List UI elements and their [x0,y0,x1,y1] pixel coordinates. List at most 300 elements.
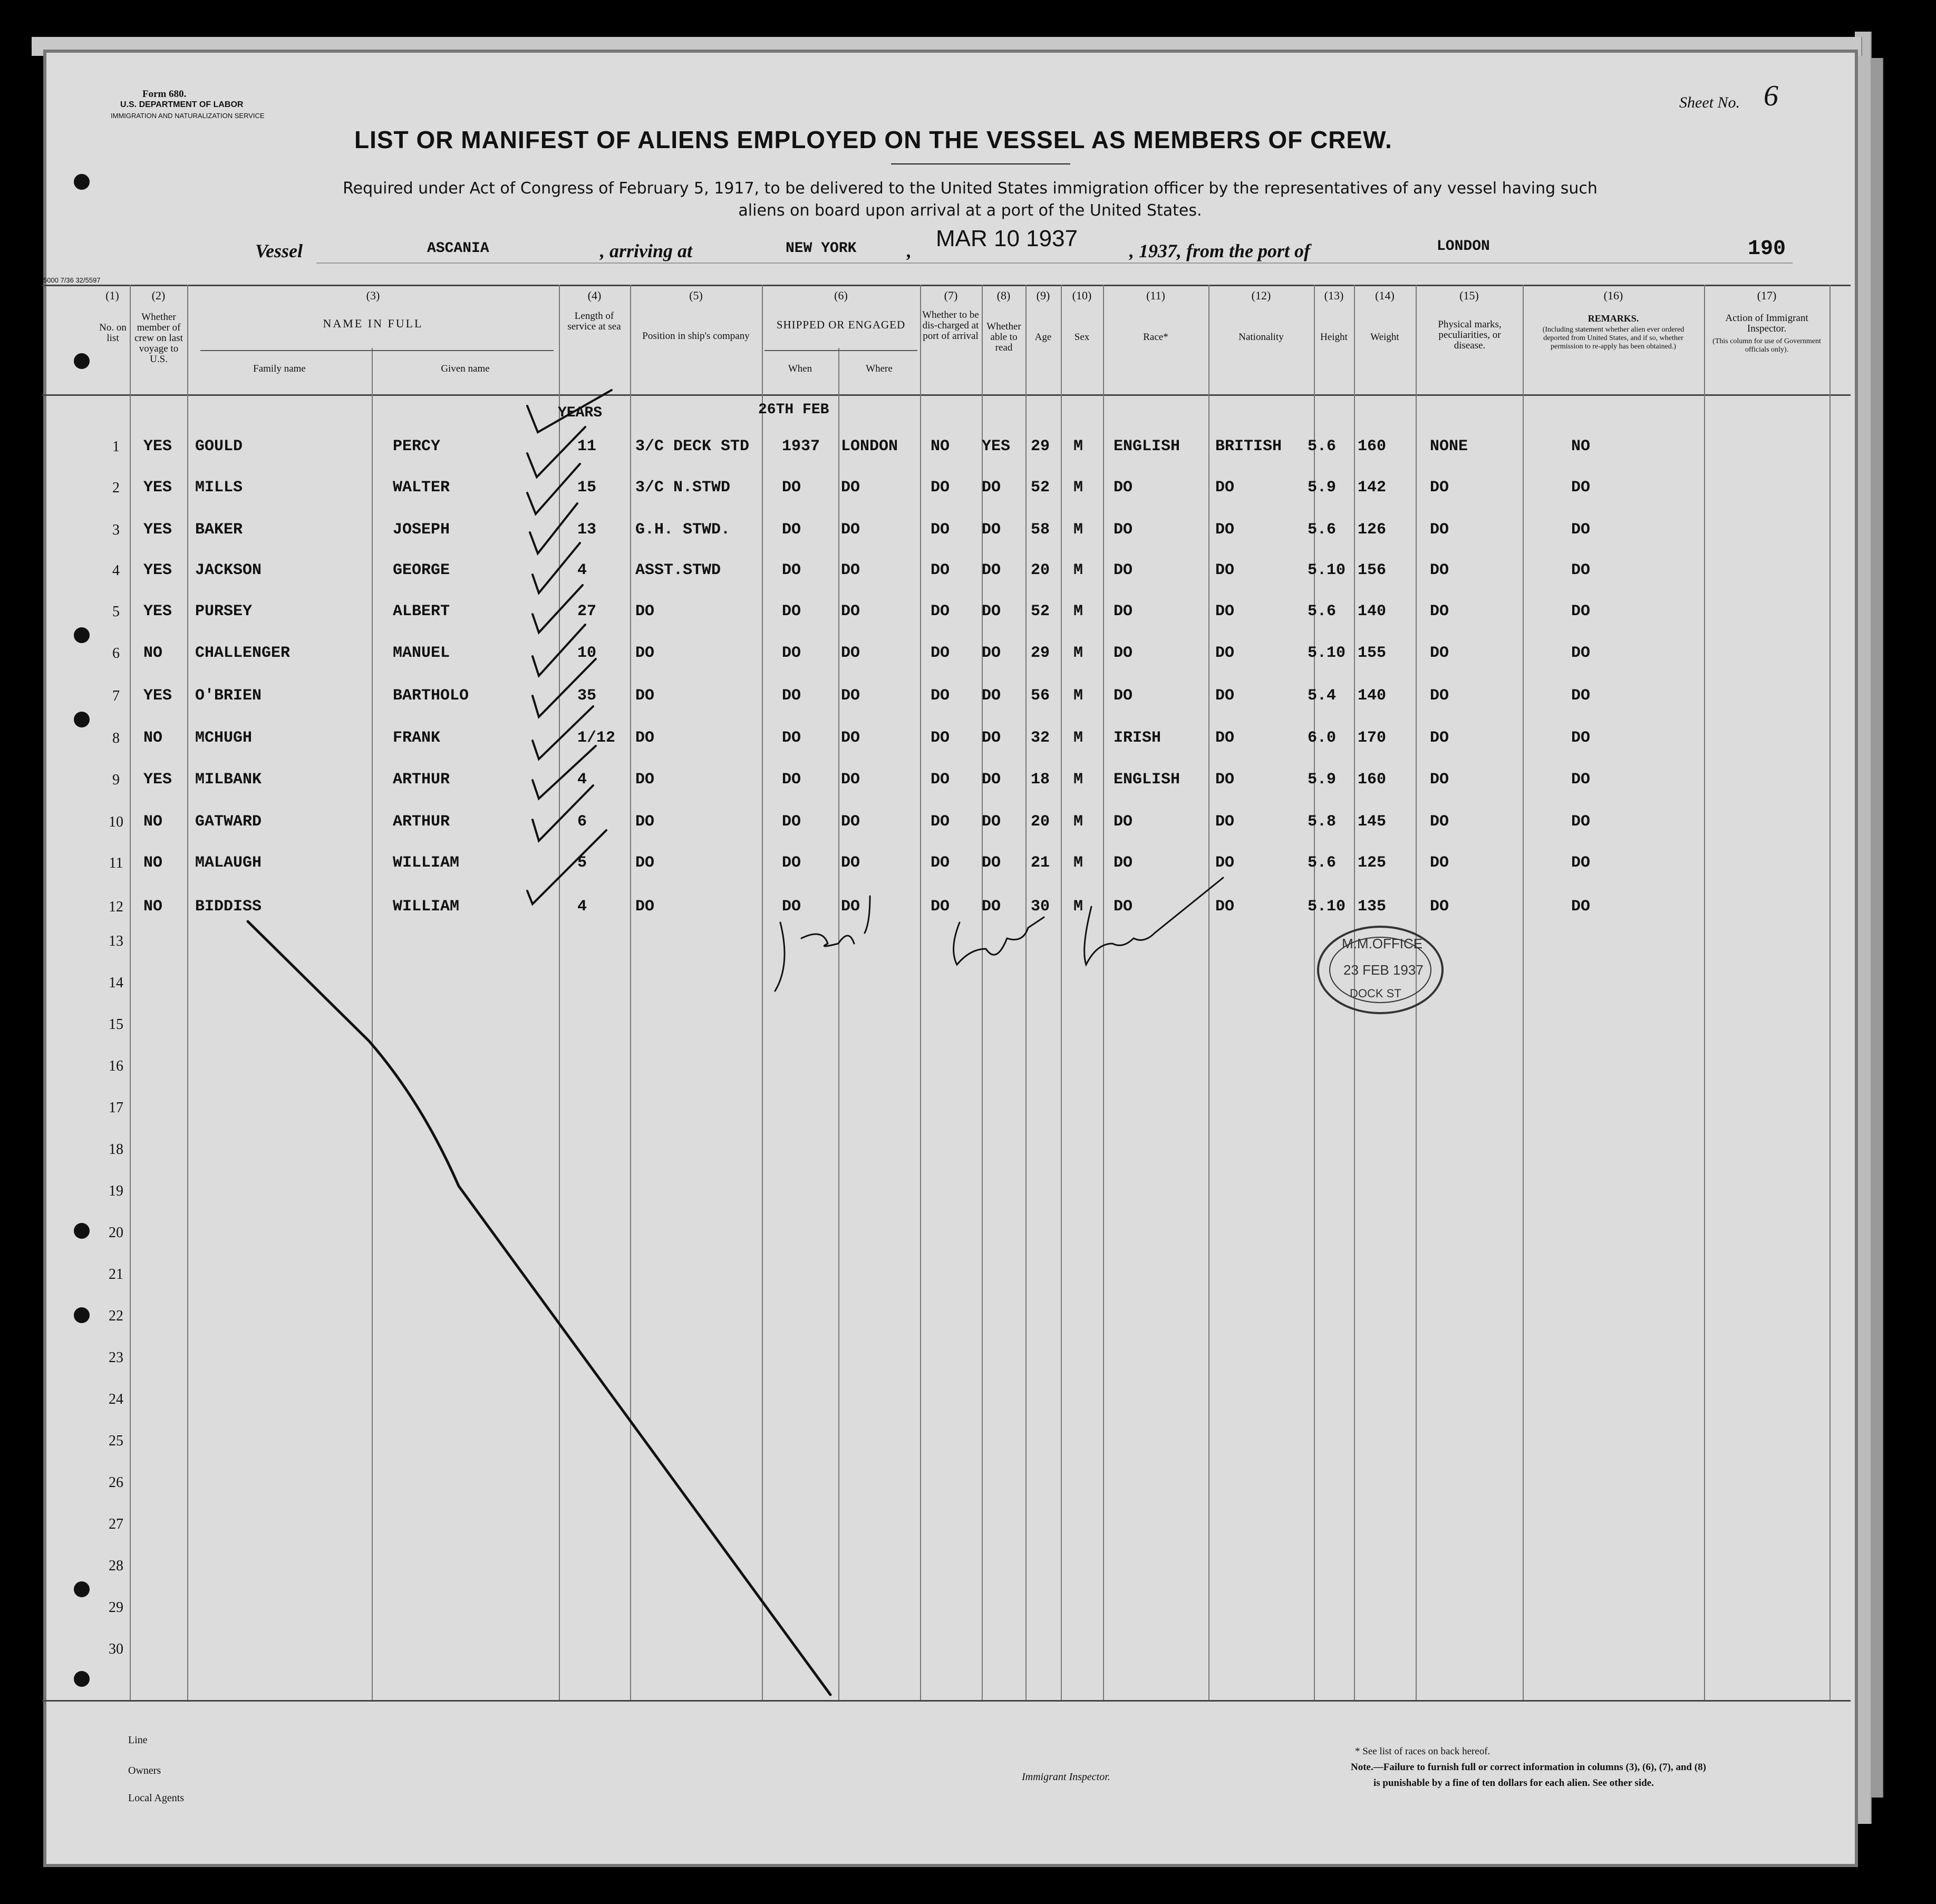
cell-nationality: DO [1215,561,1235,579]
cell-sex: M [1073,854,1083,872]
cell-discharge: DO [931,854,950,872]
cell-family: MCHUGH [195,729,253,747]
cell-position: DO [635,898,655,916]
cell-where: DO [841,687,860,705]
cell-given: GEORGE [393,561,450,579]
cell-marks: DO [1430,771,1449,789]
cell-family: BAKER [195,521,243,539]
row-number: 26 [109,1474,123,1491]
cell-service: 10 [577,644,597,662]
shipped-date-annotation: 26TH FEB [758,402,829,418]
sheet-number: 6 [1764,80,1778,112]
cell-remarks: DO [1571,479,1591,497]
cell-height: 5.6 [1308,854,1337,872]
cell-race: DO [1114,898,1133,916]
cell-age: 20 [1031,813,1050,831]
row-number: 25 [109,1433,123,1449]
cell-when: DO [782,603,801,620]
cell-service: 27 [577,603,597,620]
cell-sex: M [1073,438,1083,455]
cell-race: DO [1114,644,1133,662]
arriving-port: NEW YORK [786,240,857,257]
col-number: (16) [1603,289,1623,302]
cell-position: DO [635,729,655,747]
cell-where: DO [841,729,860,747]
cell-family: GATWARD [195,813,262,831]
header-given-name: Given name [441,363,490,374]
cell-race: DO [1114,813,1133,831]
cell-remarks: DO [1571,898,1591,916]
year-label: , 1937, from the port of [1129,240,1311,261]
header-when: When [788,363,812,374]
col-number: (14) [1375,289,1395,302]
stamp-text-bottom: DOCK ST [1350,987,1401,1000]
cell-when: DO [782,729,801,747]
cell-family: MALAUGH [195,854,262,872]
cell-given: WALTER [393,479,450,497]
department-name: U.S. DEPARTMENT OF LABOR [120,100,244,109]
row-number: 21 [109,1266,123,1283]
cell-height: 5.10 [1308,644,1346,662]
row-number: 16 [109,1058,123,1074]
row-number: 18 [109,1141,123,1158]
cell-where: DO [841,813,860,831]
cell-family: MILBANK [195,771,262,789]
cell-race: DO [1114,561,1133,579]
cell-given: MANUEL [393,644,450,662]
cell-when: DO [782,561,801,579]
cell-height: 5.10 [1308,561,1346,579]
footer-owners-label: Owners [128,1765,161,1776]
cell-remarks: DO [1571,603,1591,620]
cell-service: 11 [577,438,597,455]
cell-discharge: DO [931,603,950,620]
cell-given: BARTHOLO [393,687,469,705]
row-number: 19 [109,1183,123,1199]
cell-when: DO [782,771,801,789]
header-position: Position in ship's company [642,331,750,342]
header-height: Height [1320,332,1348,343]
cell-family: BIDDISS [195,898,262,916]
cell-age: 56 [1031,687,1050,705]
cell-prev: YES [143,771,172,789]
cell-when: DO [782,644,801,662]
row-number: 10 [109,814,123,830]
cell-given: JOSEPH [393,521,450,539]
cell-sex: M [1073,521,1083,539]
header-inspector-note: (This column for use of Government officials only). [1712,337,1821,354]
cell-age: 52 [1031,603,1050,620]
cell-family: JACKSON [195,561,262,579]
header-no-on-list: No. on list [99,322,127,344]
header-name-in-full: NAME IN FULL [323,317,423,330]
cell-height: 5.9 [1308,479,1337,497]
cell-read: DO [982,854,1001,872]
cell-discharge: NO [931,438,950,455]
cell-position: DO [635,771,655,789]
footer-line-label: Line [128,1734,148,1746]
cell-nationality: DO [1215,854,1235,872]
check-mark [527,390,612,432]
header-inspector-action: Action of Immigrant Inspector. [1725,313,1808,334]
header-sex: Sex [1074,332,1090,343]
cell-when: DO [782,854,801,872]
cell-given: WILLIAM [393,898,460,916]
header-shipped-or-engaged: SHIPPED OR ENGAGED [776,318,906,331]
cell-remarks: DO [1571,521,1591,539]
cell-discharge: DO [931,644,950,662]
cell-position: G.H. STWD. [635,521,731,539]
cell-read: DO [982,521,1001,539]
strikeout-line [248,921,830,1695]
cell-read: DO [982,813,1001,831]
cell-where: DO [841,898,860,916]
from-port: LONDON [1437,238,1490,255]
cell-when: DO [782,687,801,705]
cell-service: 4 [577,771,587,789]
cell-prev: NO [143,729,163,747]
row-number: 5 [112,604,120,620]
cell-where: DO [841,479,860,497]
cell-sex: M [1073,644,1083,662]
cell-height: 6.0 [1308,729,1337,747]
cell-weight: 156 [1358,561,1387,579]
cell-marks: DO [1430,729,1449,747]
cell-given: ALBERT [393,603,450,620]
stamp-date: 23 FEB 1937 [1343,962,1424,978]
cell-where: LONDON [841,438,898,455]
header-nationality: Nationality [1238,332,1284,343]
cell-race: ENGLISH [1114,438,1180,455]
cell-nationality: DO [1215,771,1235,789]
cell-discharge: DO [931,729,950,747]
cell-height: 5.6 [1308,603,1337,620]
cell-nationality: BRITISH [1215,438,1282,455]
cell-service: 35 [577,687,597,705]
cell-remarks: DO [1571,771,1591,789]
cell-remarks: DO [1571,687,1591,705]
cell-height: 5.8 [1308,813,1337,831]
cell-service: 1/12 [577,729,616,747]
cell-where: DO [841,854,860,872]
col-number: (10) [1072,289,1092,302]
cell-family: PURSEY [195,603,253,620]
cell-race: DO [1114,854,1133,872]
cell-when: DO [782,813,801,831]
cell-age: 32 [1031,729,1050,747]
col-number: (12) [1251,289,1271,302]
row-number: 14 [109,975,123,991]
cell-prev: YES [143,438,172,455]
service-name: IMMIGRATION AND NATURALIZATION SERVICE [111,112,265,120]
cell-given: ARTHUR [393,771,450,789]
header-remarks-note: (Including statement whether alien ever ordered deported from United States, and if so, whether permission to re-apply has been obtained.) [1542,326,1685,351]
cell-marks: DO [1430,521,1449,539]
cell-prev: NO [143,854,163,872]
col-number: (4) [587,289,602,302]
row-number: 28 [109,1558,123,1574]
cell-sex: M [1073,687,1083,705]
cell-remarks: DO [1571,644,1591,662]
header-weight: Weight [1370,332,1399,343]
cell-weight: 126 [1358,521,1387,539]
cell-marks: DO [1430,687,1449,705]
cell-position: 3/C N.STWD [635,479,731,497]
cell-nationality: DO [1215,729,1235,747]
row-number: 23 [109,1349,123,1366]
cell-prev: YES [143,521,172,539]
row-number: 13 [109,933,123,949]
cell-position: DO [635,687,655,705]
header-discharged: Whether to be dis-charged at port of arrival [922,309,979,342]
cell-discharge: DO [931,521,950,539]
row-number: 3 [112,522,120,538]
col-number: (8) [996,289,1011,302]
cell-service: 13 [577,521,597,539]
cell-sex: M [1073,561,1083,579]
header-length-of-service: Length of service at sea [567,310,621,332]
cell-prev: NO [143,813,163,831]
cell-age: 29 [1031,438,1050,455]
date-stamp: MAR 10 1937 [936,226,1078,251]
cell-prev: YES [143,687,172,705]
cell-read: DO [982,603,1001,620]
cell-nationality: DO [1215,813,1235,831]
header-physical-marks: Physical marks, peculiarities, or disease. [1438,319,1502,351]
cell-position: DO [635,813,655,831]
row-number: 11 [109,855,123,871]
cell-remarks: NO [1571,438,1591,455]
cell-given: PERCY [393,438,441,455]
cell-read: YES [982,438,1011,455]
row-number: 29 [109,1599,123,1616]
cell-remarks: DO [1571,729,1591,747]
row-number: 9 [112,772,120,788]
cell-given: FRANK [393,729,441,747]
cell-age: 20 [1031,561,1050,579]
cell-when: DO [782,479,801,497]
document-title: LIST OR MANIFEST OF ALIENS EMPLOYED ON THE VESSEL AS MEMBERS OF CREW. [354,126,1392,153]
cell-age: 52 [1031,479,1050,497]
row-number: 8 [112,730,120,746]
cell-marks: DO [1430,603,1449,620]
col-number: (3) [366,289,380,302]
cell-family: CHALLENGER [195,644,291,662]
cell-family: O'BRIEN [195,687,262,705]
header-race: Race* [1143,332,1168,343]
col-number: (2) [151,289,166,302]
cell-weight: 142 [1358,479,1387,497]
cell-height: 5.10 [1308,898,1346,916]
cell-height: 5.4 [1308,687,1337,705]
cell-family: MILLS [195,479,243,497]
cell-where: DO [841,521,860,539]
cell-weight: 160 [1358,438,1387,455]
cell-where: DO [841,561,860,579]
cell-position: 3/C DECK STD [635,438,750,455]
cell-discharge: DO [931,561,950,579]
cell-race: IRISH [1114,729,1161,747]
arriving-label: , arriving at [600,240,693,261]
cell-sex: M [1073,771,1083,789]
cell-sex: M [1073,813,1083,831]
row-number: 17 [109,1100,123,1116]
cell-weight: 155 [1358,644,1387,662]
cell-nationality: DO [1215,479,1235,497]
cell-position: DO [635,854,655,872]
col-number: (6) [834,289,848,302]
cell-read: DO [982,687,1001,705]
cell-prev: NO [143,898,163,916]
col-number: (11) [1146,289,1165,302]
col-number: (1) [105,289,119,302]
cell-service: 6 [577,813,587,831]
cell-marks: DO [1430,813,1449,831]
cell-weight: 140 [1358,687,1387,705]
cell-discharge: DO [931,479,950,497]
cell-remarks: DO [1571,854,1591,872]
cell-service: 4 [577,898,587,916]
cell-age: 18 [1031,771,1050,789]
cell-weight: 160 [1358,771,1387,789]
row-number: 20 [109,1225,123,1241]
col-number: (9) [1036,289,1050,302]
cell-read: DO [982,898,1001,916]
cell-nationality: DO [1215,687,1235,705]
cell-position: ASST.STWD [635,561,721,579]
cell-race: DO [1114,687,1133,705]
years-annotation: YEARS [558,405,603,421]
cell-discharge: DO [931,771,950,789]
cell-position: DO [635,603,655,620]
footer-note-penalty-2: is punishable by a fine of ten dollars for each alien. See other side. [1373,1777,1654,1789]
cell-age: 29 [1031,644,1050,662]
cell-weight: 170 [1358,729,1387,747]
cell-remarks: DO [1571,561,1591,579]
header-family-name: Family name [253,363,306,374]
cell-family: GOULD [195,438,243,455]
header-age: Age [1034,332,1052,343]
row-number: 2 [112,480,120,496]
col-number: (13) [1324,289,1344,302]
cell-nationality: DO [1215,898,1235,916]
cell-prev: NO [143,644,163,662]
vessel-name: ASCANIA [427,240,489,257]
cell-age: 58 [1031,521,1050,539]
cell-race: DO [1114,479,1133,497]
cell-when: DO [782,898,801,916]
row-number: 6 [112,645,120,662]
cell-height: 5.6 [1308,438,1337,455]
cell-sex: M [1073,479,1083,497]
cell-marks: DO [1430,644,1449,662]
cell-sex: M [1073,603,1083,620]
cell-when: 1937 [782,438,820,455]
row-number: 22 [109,1308,123,1324]
cell-given: WILLIAM [393,854,460,872]
row-number: 7 [112,688,120,704]
cell-marks: DO [1430,561,1449,579]
row-number: 1 [112,439,120,455]
row-number: 30 [109,1641,123,1657]
col-number: (17) [1757,289,1777,302]
cell-sex: M [1073,898,1083,916]
cell-given: ARTHUR [393,813,450,831]
cell-discharge: DO [931,813,950,831]
form-number: Form 680. [142,89,187,100]
footer-note-races: * See list of races on back hereof. [1355,1746,1490,1757]
col-number: (5) [689,289,703,302]
subtitle-line-2: aliens on board upon arrival at a port of the United States. [738,201,1202,220]
cell-marks: DO [1430,898,1449,916]
cell-where: DO [841,603,860,620]
cell-service: 15 [577,479,597,497]
row-number: 4 [112,562,120,579]
print-code: 5000 7/36 32/5597 [43,276,101,284]
sheet-label: Sheet No. [1679,94,1740,111]
cell-discharge: DO [931,687,950,705]
list-number: 190 [1748,237,1786,261]
header-last-voyage: Whether member of crew on last voyage to U.S. [134,312,183,365]
cell-weight: 145 [1358,813,1387,831]
cell-height: 5.9 [1308,771,1337,789]
cell-position: DO [635,644,655,662]
cell-read: DO [982,771,1001,789]
cell-nationality: DO [1215,521,1235,539]
header-able-to-read: Whether able to read [986,321,1021,353]
cell-marks: DO [1430,479,1449,497]
cell-race: DO [1114,603,1133,620]
cell-prev: YES [143,479,172,497]
cell-marks: DO [1430,854,1449,872]
cell-read: DO [982,644,1001,662]
row-number: 15 [109,1016,123,1033]
cell-discharge: DO [931,898,950,916]
cell-where: DO [841,771,860,789]
header-remarks: REMARKS. [1587,313,1639,324]
vessel-label: Vessel [255,240,303,261]
row-number: 12 [109,899,123,915]
cell-read: DO [982,729,1001,747]
cell-race: ENGLISH [1114,771,1180,789]
cell-weight: 125 [1358,854,1387,872]
footer-agents-label: Local Agents [128,1792,185,1804]
footer-inspector-label: Immigrant Inspector. [1022,1771,1110,1783]
cell-weight: 135 [1358,898,1387,916]
cell-height: 5.6 [1308,521,1337,539]
col-number: (15) [1459,289,1479,302]
cell-age: 21 [1031,854,1050,872]
header-where: Where [866,363,893,374]
cell-nationality: DO [1215,603,1235,620]
cell-nationality: DO [1215,644,1235,662]
cell-prev: YES [143,561,172,579]
cell-race: DO [1114,521,1133,539]
row-number: 27 [109,1516,123,1532]
cell-where: DO [841,644,860,662]
cell-prev: YES [143,603,172,620]
cell-read: DO [982,561,1001,579]
cell-service: 4 [577,561,587,579]
row-number: 24 [109,1391,123,1407]
cell-weight: 140 [1358,603,1387,620]
cell-when: DO [782,521,801,539]
cell-age: 30 [1031,898,1050,916]
footer-note-penalty-1: Note.—Failure to furnish full or correct information in columns (3), (6), (7), and (8) [1351,1762,1706,1773]
cell-sex: M [1073,729,1083,747]
cell-service: 5 [577,854,587,872]
cell-marks: NONE [1430,438,1468,455]
